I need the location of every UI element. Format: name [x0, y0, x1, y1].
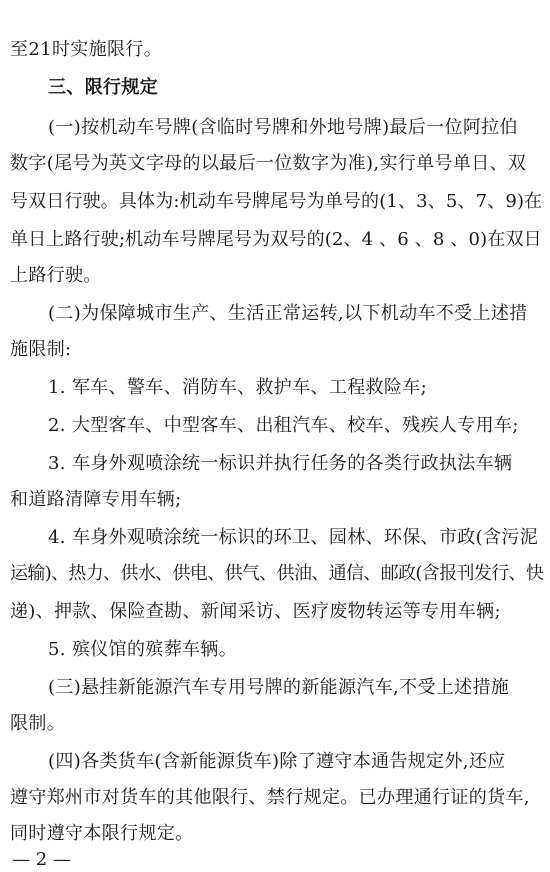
- list-item: 3. 车身外观喷涂统一标识并执行任务的各类行政执法车辆: [48, 453, 513, 474]
- text-line: (三)悬挂新能源汽车专用号牌的新能源汽车,不受上述措施: [48, 677, 510, 698]
- text-line: (一)按机动车号牌(含临时号牌和外地号牌)最后一位阿拉伯: [48, 117, 518, 138]
- list-item: 1. 军车、警车、消防车、救护车、工程救险车;: [48, 377, 428, 398]
- text-line: 和道路清障专用车辆;: [10, 489, 182, 510]
- text-line: 施限制:: [10, 339, 72, 360]
- text-line: 单日上路行驶;机动车号牌尾号为双号的(2、4 、6 、8 、0)在双日: [10, 229, 542, 250]
- text-line: 限制。: [10, 713, 66, 734]
- text-line: (四)各类货车(含新能源货车)除了遵守本通告规定外,还应: [48, 751, 506, 772]
- text-line: 运输)、热力、供水、供电、供气、供油、通信、邮政(含报刊发行、快: [10, 563, 544, 584]
- list-item: 5. 殡仪馆的殡葬车辆。: [48, 639, 238, 660]
- text-line: 上路行驶。: [10, 265, 102, 286]
- text-line: (二)为保障城市生产、生活正常运转,以下机动车不受上述措: [48, 303, 528, 324]
- page-number: — 2 —: [12, 849, 71, 870]
- text-line: 数字(尾号为英文字母的以最后一位数字为准),实行单号单日、双: [10, 153, 527, 174]
- text-line: 遵守郑州市对货车的其他限行、禁行规定。已办理通行证的货车,: [10, 787, 530, 808]
- text-line: 至21时实施限行。: [10, 39, 163, 60]
- text-line: 号双日行驶。具体为:机动车号牌尾号为单号的(1、3、5、7、9)在: [10, 191, 543, 212]
- list-item: 4. 车身外观喷涂统一标识的环卫、园林、环保、市政(含污泥: [48, 527, 539, 548]
- list-item: 2. 大型客车、中型客车、出租汽车、校车、残疾人专用车;: [48, 415, 519, 436]
- text-line: 递)、押款、保险查勘、新闻采访、医疗废物转运等专用车辆;: [10, 601, 501, 622]
- text-line: 同时遵守本限行规定。: [10, 823, 194, 844]
- section-heading: 三、限行规定: [48, 77, 159, 98]
